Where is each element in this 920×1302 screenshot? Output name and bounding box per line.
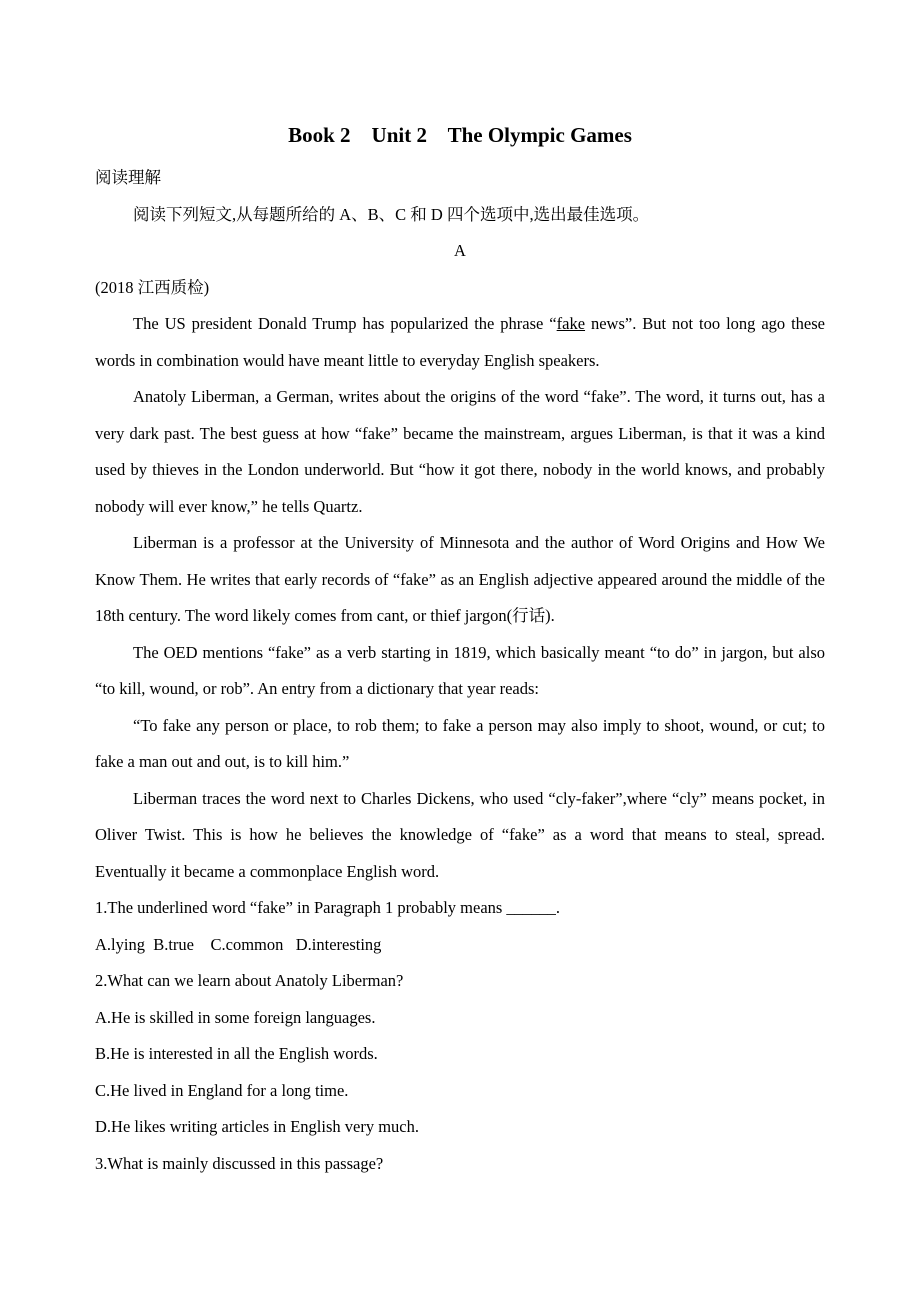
question-2-option-c: C.He lived in England for a long time.	[95, 1080, 349, 1100]
source-note: (2018 江西质检)	[95, 277, 210, 297]
passage-paragraph-5: “To fake any person or place, to rob them; to fake a person may also imply to shoot, wound, or cut; to fake a man out and out, is to kill him.”	[95, 715, 825, 771]
p1-text-before: The US president Donald Trump has popularized the phrase “	[133, 314, 557, 333]
question-2-stem: 2.What can we learn about Anatoly Liberman?	[95, 971, 404, 990]
question-2-option-d: D.He likes writing articles in English very much.	[95, 1117, 419, 1136]
page-title: Book 2 Unit 2 The Olympic Games	[288, 123, 632, 147]
question-2-option-a: A.He is skilled in some foreign languages.	[95, 1007, 376, 1027]
question-1-stem: 1.The underlined word “fake” in Paragraph 1 probably means ______.	[95, 898, 561, 917]
question-2-option-b: B.He is interested in all the English words.	[95, 1044, 378, 1063]
passage-paragraph-1	[95, 306, 825, 379]
question-1-options: A.lying B.true C.common D.interesting	[95, 934, 382, 954]
passage-paragraph-2: Anatoly Liberman, a German, writes about the origins of the word “fake”. The word, it turns out, has a very dark past. The best guess at how “fake” became the mainstream, argues Liberman, is that it was a kind used by thieves in the London underworld. But “how it got there, nobody in the world knows, and probably nobody will ever know,” he tells Quartz.	[95, 387, 825, 516]
p1-text-after: news”. But not too long ago these words in combination would have meant little to everyday English speakers.	[95, 314, 825, 370]
passage-paragraph-4: The OED mentions “fake” as a verb starting in 1819, which basically meant “to do” in jargon, but also “to kill, wound, or rob”. An entry from a dictionary that year reads:	[95, 642, 825, 698]
underlined-word-fake: fake	[556, 314, 586, 333]
question-3-stem: 3.What is mainly discussed in this passage?	[95, 1153, 384, 1173]
instructions: 阅读下列短文,从每题所给的 A、B、C 和 D 四个选项中,选出最佳选项。	[133, 204, 650, 224]
passage-paragraph-3: Liberman is a professor at the University of Minnesota and the author of Word Origins and How We Know Them. He writes that early records of “fake” as an English adjective appeared around the middle of the 18th century. The word likely comes from cant, or thief jargon(行话).	[95, 533, 825, 625]
passage-label: A	[454, 241, 466, 260]
section-label: 阅读理解	[95, 168, 161, 187]
passage-paragraph-6: Liberman traces the word next to Charles Dickens, who used “cly-faker”,where “cly” means pocket, in Oliver Twist. This is how he believes the knowledge of “fake” as a word that means to steal, spread. Eventually it became a commonplace English word.	[95, 788, 825, 881]
